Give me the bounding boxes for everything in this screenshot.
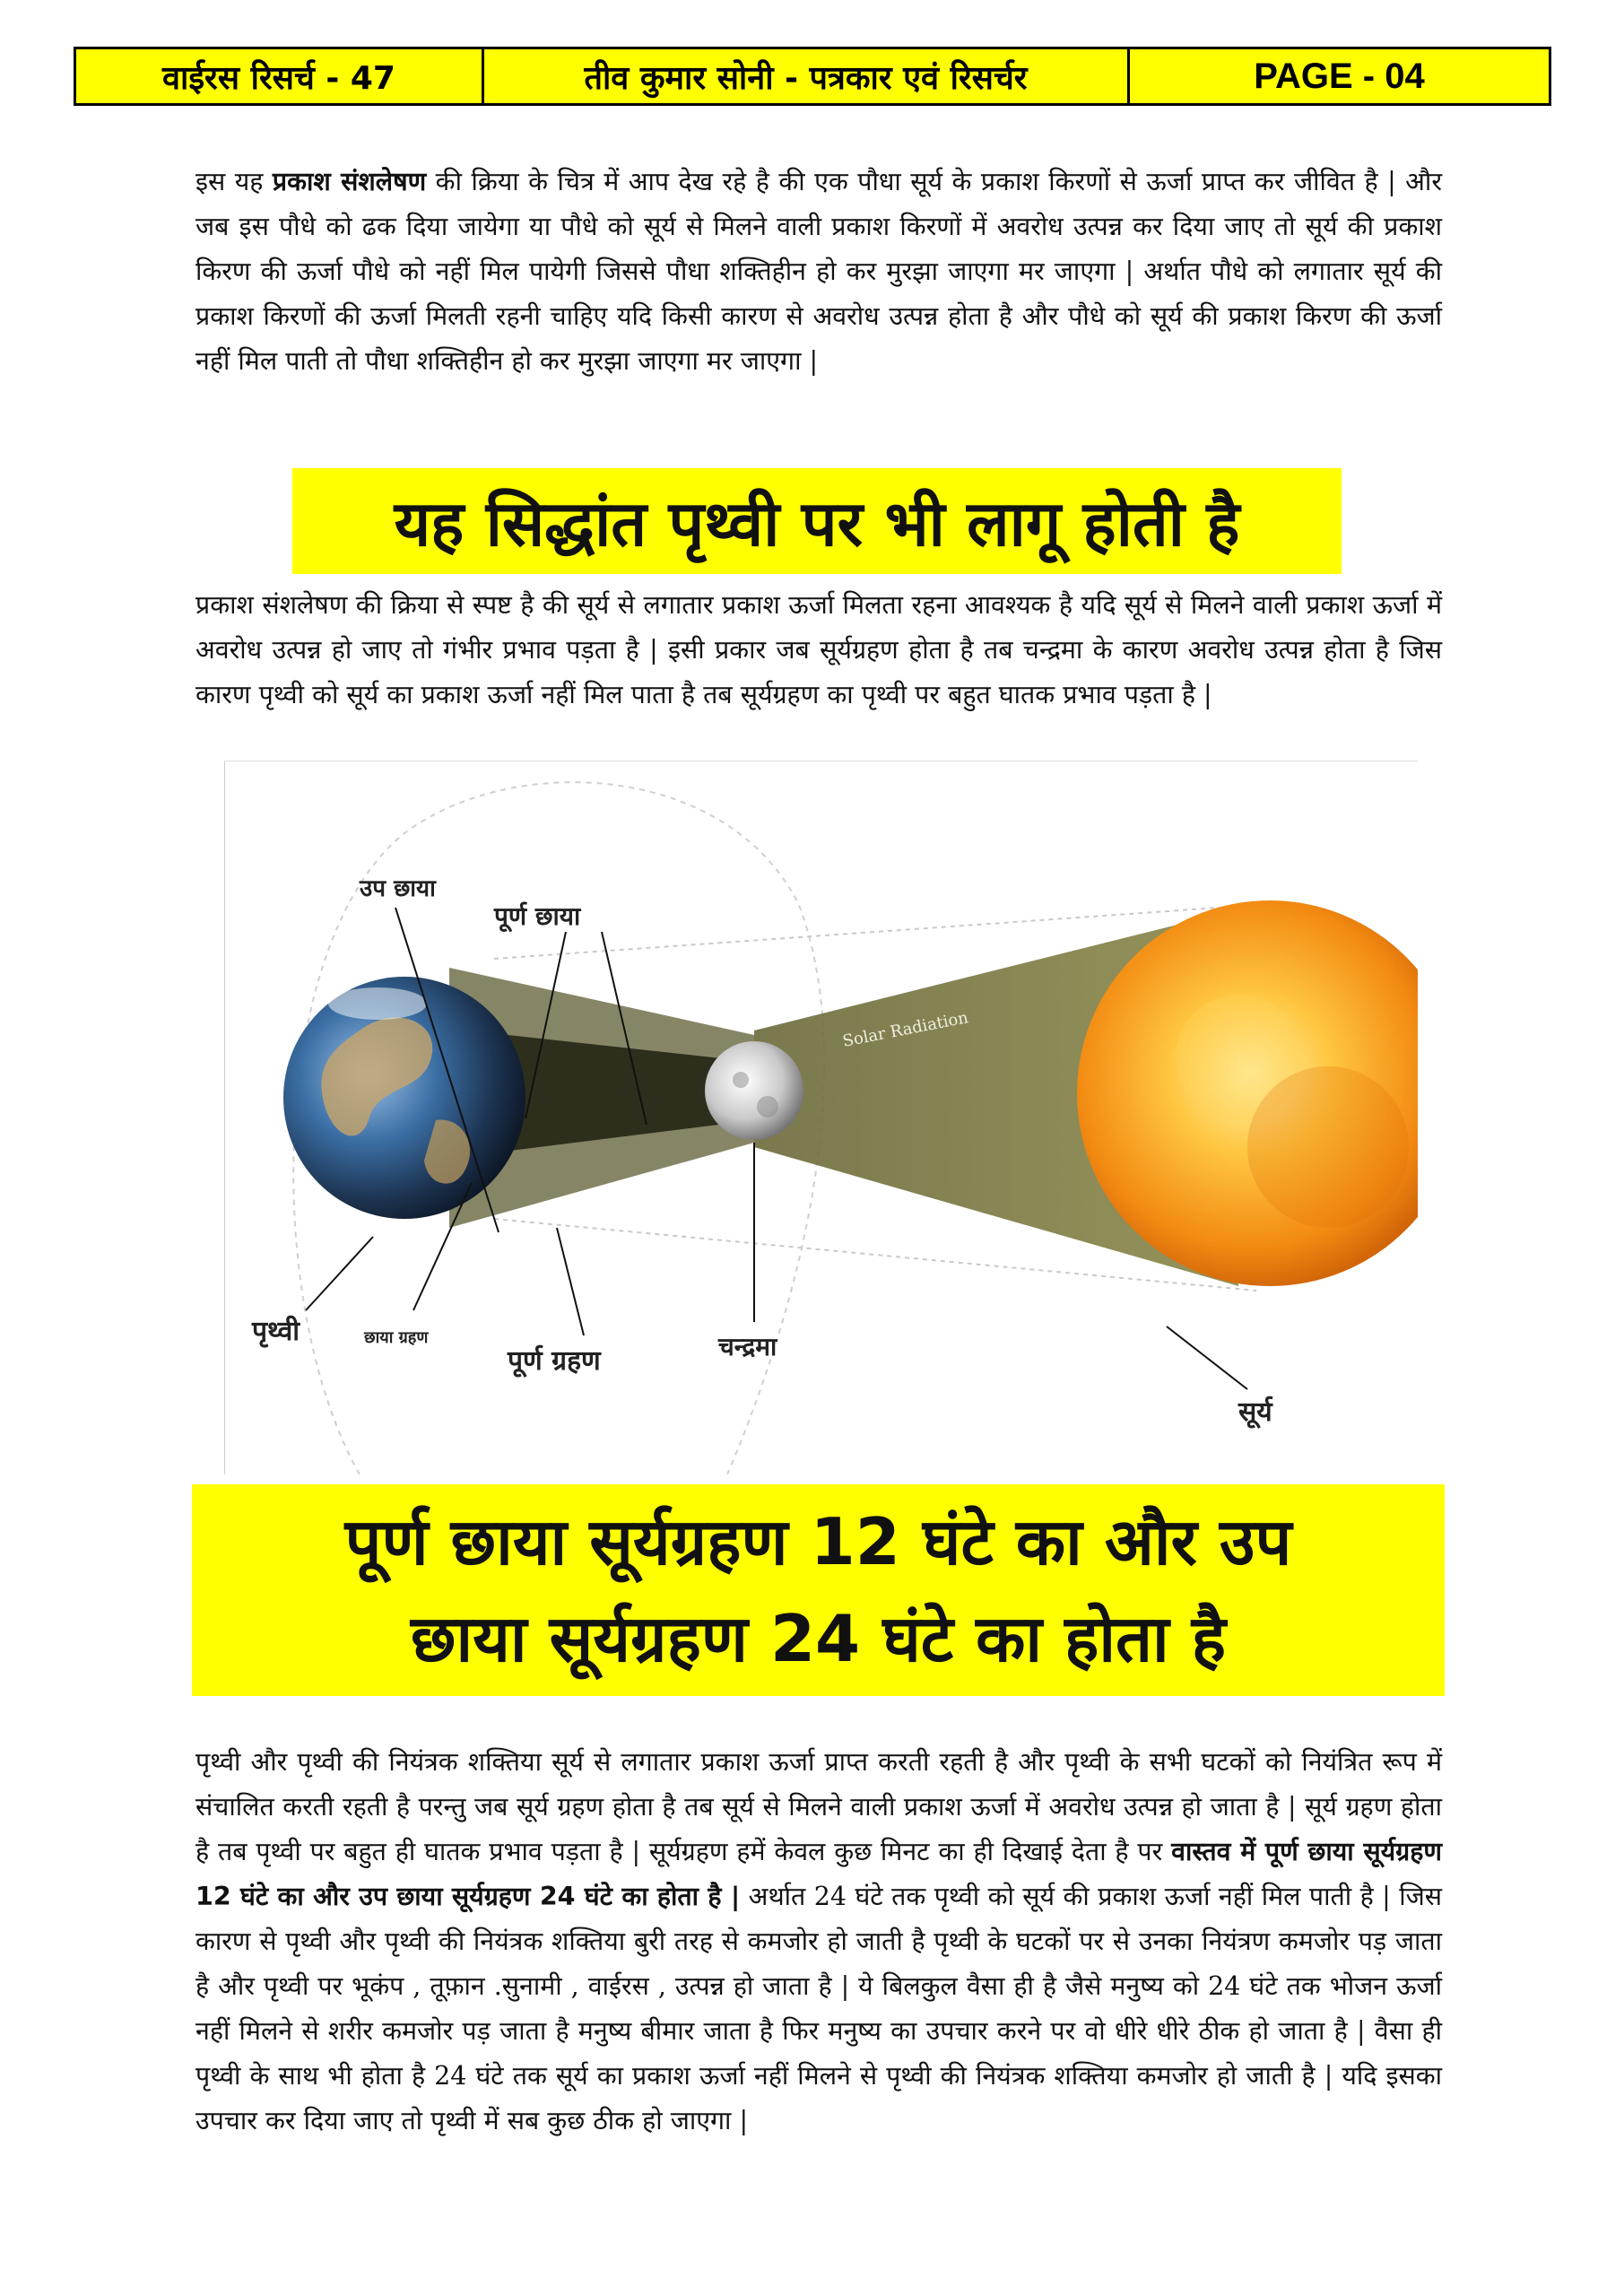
paragraph-eclipse-consequences bbox=[195, 1740, 1442, 2144]
heading-eclipse-duration bbox=[192, 1484, 1445, 1696]
label-chhayagrahan: छाया ग्रहण bbox=[364, 1328, 429, 1347]
para1-start: इस यह bbox=[195, 167, 273, 196]
paragraph-eclipse-effect: प्रकाश संशलेषण की क्रिया से स्पष्ट है की सूर्य से लगातार प्रकाश ऊर्जा मिलता रहना आवश्यक है यदि सूर्य से मिलने वाली प्रकाश ऊर्जा में अवरोध उत्पन्न हो जाए तो गंभीर प्रभाव पड़ता है | इसी प्रकार जब सूर्यग्रहण होता है तब चन्द्रमा के कारण अवरोध उत्पन्न होता है जिस कारण पृथ्वी को सूर्य का प्रकाश ऊर्जा नहीं मिल पाता है तब सूर्यग्रहण का पृथ्वी पर बहुत घातक प्रभाव पड़ता है | bbox=[195, 590, 1442, 709]
page-number: PAGE - 04 bbox=[1254, 56, 1425, 96]
para3-rest: अर्थात 24 घंटे तक पृथ्वी को सूर्य की प्रकाश ऊर्जा नहीं मिल पाती है | जिस कारण से पृथ्वी और पृथ्वी की नियंत्रक शक्तिया बुरी तरह से कमजोर हो जाती है पृथ्वी के घटकों पर से उनका नियंत्रण कमजोर पड़ जाता है और पृथ्वी पर भूकंप , तूफ़ान .सुनामी , वाईरस , उत्पन्न हो जाता है | ये बिलकुल वैसा ही है जैसे मनुष्य को 24 घंटे तक भोजन ऊर्जा नहीं मिलने से शरीर कमजोर पड़ जाता है मनुष्य बीमार जाता है फिर मनुष्य का उपचार करने पर वो धीरे धीरे ठीक हो जाता है | वैसा ही पृथ्वी के साथ भी होता है 24 घंटे तक सूर्य का प्रकाश ऊर्जा नहीं मिलने से पृथ्वी की नियंत्रक शक्तिया कमजोर हो जाती है | यदि इसका उपचार कर दिया जाए तो पृथ्वी में सब कुछ ठीक हो जाएगा | bbox=[195, 1882, 1442, 2135]
author-credit: तीव कुमार सोनी - पत्रकार एवं रिसर्चर bbox=[484, 49, 1130, 103]
label-solar-radiation: Solar Radiation bbox=[840, 1008, 970, 1051]
para1-rest: की क्रिया के चित्र में आप देख रहे है की एक पौधा सूर्य के प्रकाश किरणों से ऊर्जा प्राप्त कर जीवित है | और जब इस पौधे को ढक दिया जायेगा या पौधे को सूर्य से मिलने वाली प्रकाश किरणों में अवरोध उत्पन्न कर दिया जाए तो सूर्य की प्रकाश किरण की ऊर्जा पौधे को नहीं मिल पायेगी जिससे पौधा शक्तिहीन हो कर मुरझा जाएगा मर जाएगा | अर्थात पौधे को लगातार सूर्य की प्रकाश किरणों की ऊर्जा मिलती रहनी चाहिए यदि किसी कारण से अवरोध उत्पन्न होता है और पौधे को सूर्य की प्रकाश किरण की ऊर्जा नहीं मिल पाती तो पौधा शक्तिहीन हो कर मुरझा जाएगा मर जाएगा | bbox=[195, 167, 1442, 376]
sun-spot bbox=[1247, 1066, 1409, 1228]
para3-start: पृथ्वी और पृथ्वी की नियंत्रक शक्तिया सूर्य से लगातार प्रकाश ऊर्जा प्राप्त करती रहती है और पृथ्वी के सभी घटकों को नियंत्रित रूप में संचालित करती रहती है परन्तु जब सूर्य ग्रहण होता है तब सूर्य से मिलने वाली प्रकाश ऊर्जा में अवरोध उत्पन्न हो जाता है | सूर्य ग्रहण होता है तब पृथ्वी पर बहुत ही घातक प्रभाव पड़ता है | सूर्यग्रहण हमें केवल कुछ मिनट का ही दिखाई देता है पर bbox=[195, 1747, 1442, 1866]
label-surya: सूर्य bbox=[1238, 1396, 1272, 1428]
label-prithvi: पृथ्वी bbox=[252, 1316, 300, 1347]
page-header bbox=[74, 47, 1551, 106]
pointer-surya bbox=[1167, 1326, 1247, 1389]
moon-crater bbox=[733, 1072, 749, 1088]
heading-eclipse-duration-line2: छाया सूर्यग्रहण 24 घंटे का होता है bbox=[410, 1601, 1227, 1676]
eclipse-diagram-svg bbox=[225, 761, 1418, 1474]
label-purnchhaya: पूर्ण छाया bbox=[494, 901, 581, 931]
para1-bold-term: प्रकाश संशलेषण bbox=[272, 167, 427, 196]
series-title: वाईरस रिसर्च - 47 bbox=[76, 49, 484, 103]
paragraph-photosynthesis bbox=[195, 160, 1442, 384]
earth-clouds bbox=[328, 987, 427, 1020]
moon-crater-2 bbox=[757, 1096, 778, 1118]
heading-eclipse-duration-line1: पूर्ण छाया सूर्यग्रहण 12 घंटे का और उप bbox=[344, 1504, 1292, 1579]
pointer-purngrahan bbox=[557, 1228, 584, 1335]
para3-bold-statement: वास्तव में पूर्ण छाया सूर्यग्रहण 12 घंटे का और उप छाया सूर्यग्रहण 24 घंटे का होता है | bbox=[195, 1837, 1442, 1911]
label-chandrama: चन्द्रमा bbox=[718, 1332, 777, 1361]
moon-image bbox=[705, 1041, 803, 1140]
pointer-prithvi bbox=[306, 1237, 373, 1310]
label-upchhaya: उप छाया bbox=[360, 875, 436, 902]
label-purngrahan: पूर्ण ग्रहण bbox=[508, 1345, 601, 1377]
heading-principle: यह सिद्धांत पृथ्वी पर भी लागू होती है bbox=[292, 468, 1342, 574]
eclipse-diagram bbox=[224, 761, 1418, 1474]
